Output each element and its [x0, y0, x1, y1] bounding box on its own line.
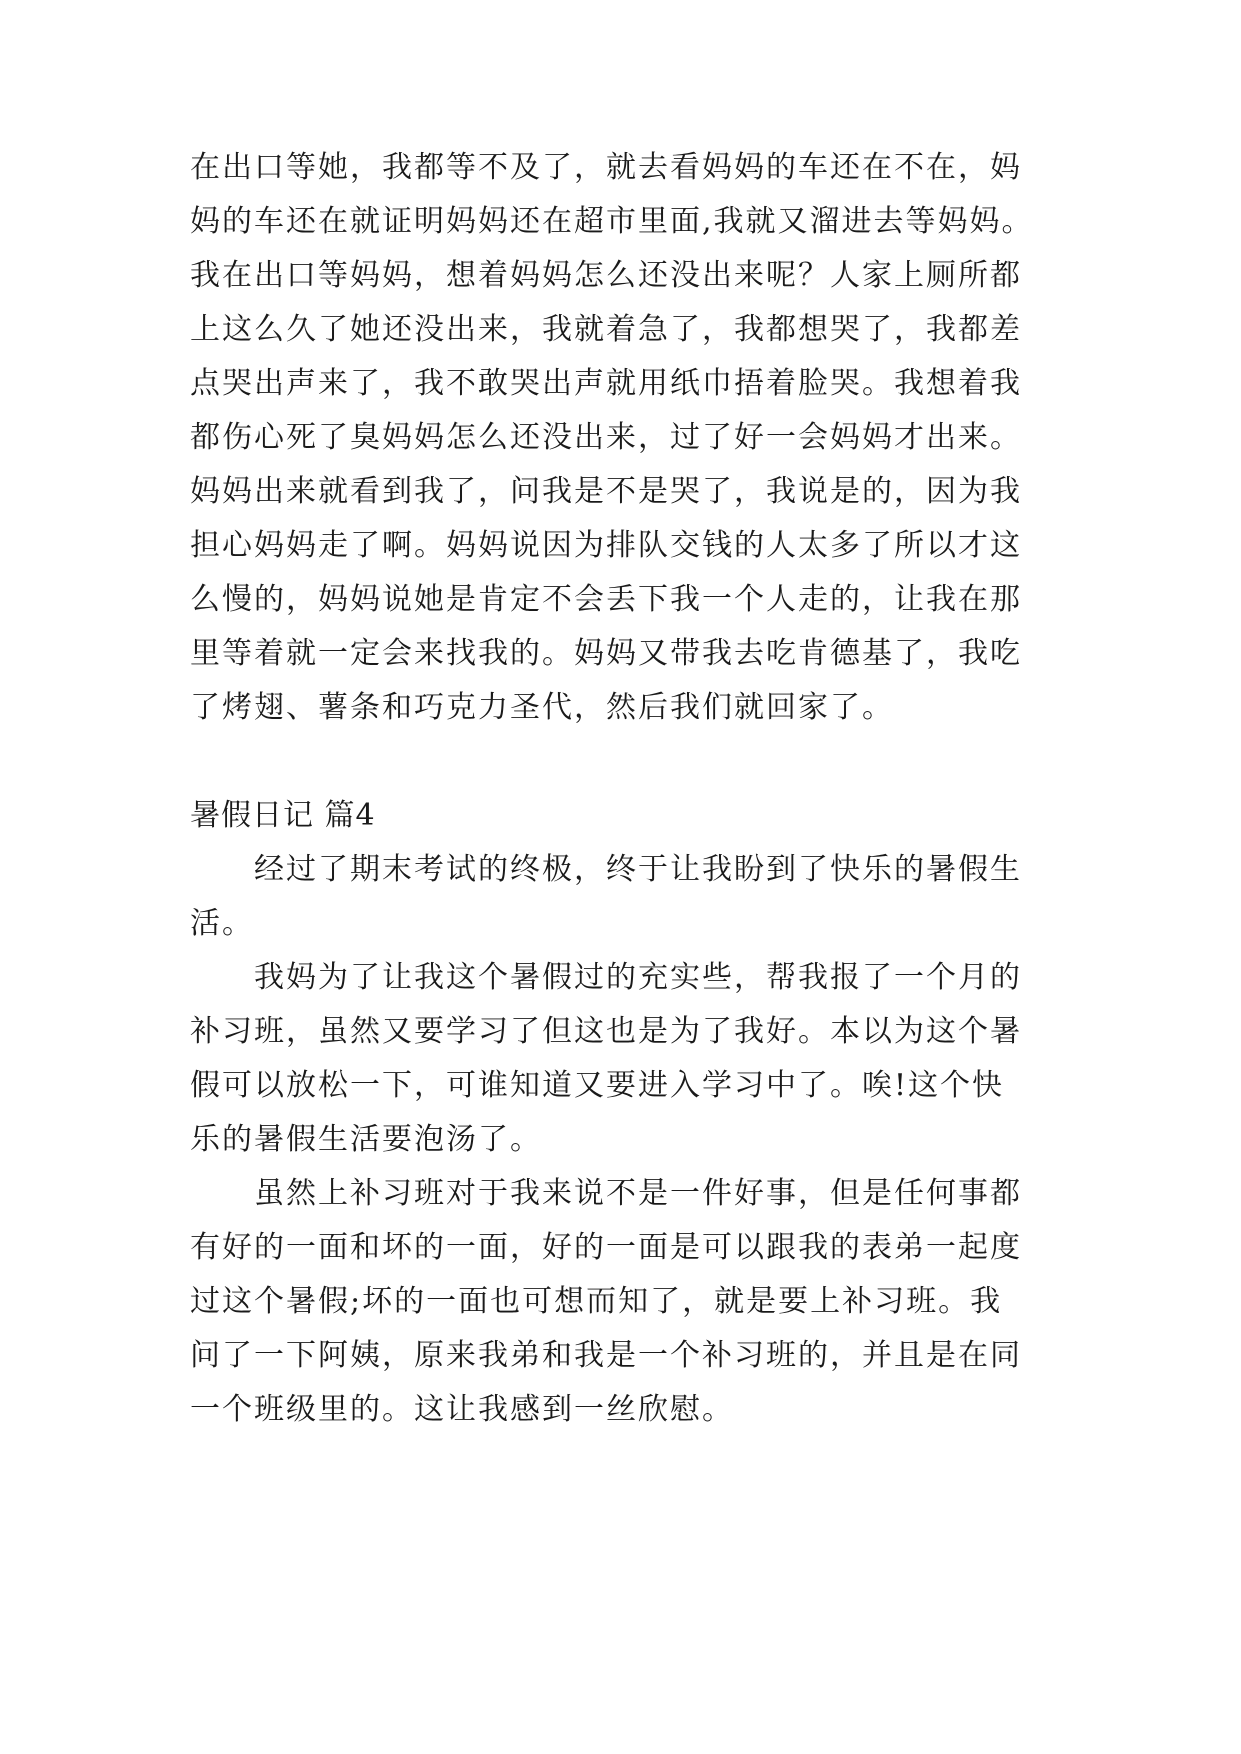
text-line: 里等着就一定会来找我的。妈妈又带我去吃肯德基了，我吃: [190, 636, 1022, 671]
text-line: 乐的暑假生活要泡汤了。: [190, 1122, 542, 1157]
text-line: 假可以放松一下，可谁知道又要进入学习中了。唉!这个快: [190, 1068, 1005, 1103]
text-line: 点哭出声来了，我不敢哭出声就用纸巾捂着脸哭。我想着我: [190, 366, 1022, 401]
text-line: 妈妈出来就看到我了，问我是不是哭了，我说是的，因为我: [190, 474, 1022, 509]
text-line: 经过了期末考试的终极，终于让我盼到了快乐的暑假生: [254, 852, 1022, 887]
text-line: 在出口等她，我都等不及了，就去看妈妈的车还在不在，妈: [190, 150, 1022, 185]
text-line: 补习班，虽然又要学习了但这也是为了我好。本以为这个暑: [190, 1014, 1022, 1049]
section-heading: 暑假日记 篇4: [190, 798, 376, 833]
text-line: 活。: [190, 906, 254, 941]
text-line: 问了一下阿姨，原来我弟和我是一个补习班的，并且是在同: [190, 1338, 1022, 1373]
text-line: 有好的一面和坏的一面，好的一面是可以跟我的表弟一起度: [190, 1230, 1022, 1265]
text-line: 都伤心死了臭妈妈怎么还没出来，过了好一会妈妈才出来。: [190, 420, 1022, 455]
text-line: 虽然上补习班对于我来说不是一件好事，但是任何事都: [254, 1176, 1022, 1211]
text-line: 我妈为了让我这个暑假过的充实些，帮我报了一个月的: [254, 960, 1022, 995]
text-line: 妈的车还在就证明妈妈还在超市里面,我就又溜进去等妈妈。: [190, 204, 1034, 239]
text-line: 了烤翅、薯条和巧克力圣代，然后我们就回家了。: [190, 690, 894, 725]
text-line: 担心妈妈走了啊。妈妈说因为排队交钱的人太多了所以才这: [190, 528, 1022, 563]
text-line: 上这么久了她还没出来，我就着急了，我都想哭了，我都差: [190, 312, 1022, 347]
text-line: 一个班级里的。这让我感到一丝欣慰。: [190, 1392, 734, 1427]
text-line: 过这个暑假;坏的一面也可想而知了，就是要上补习班。我: [190, 1284, 1003, 1319]
text-line: 我在出口等妈妈，想着妈妈怎么还没出来呢？人家上厕所都: [190, 258, 1022, 293]
text-line: 么慢的，妈妈说她是肯定不会丢下我一个人走的，让我在那: [190, 582, 1022, 617]
